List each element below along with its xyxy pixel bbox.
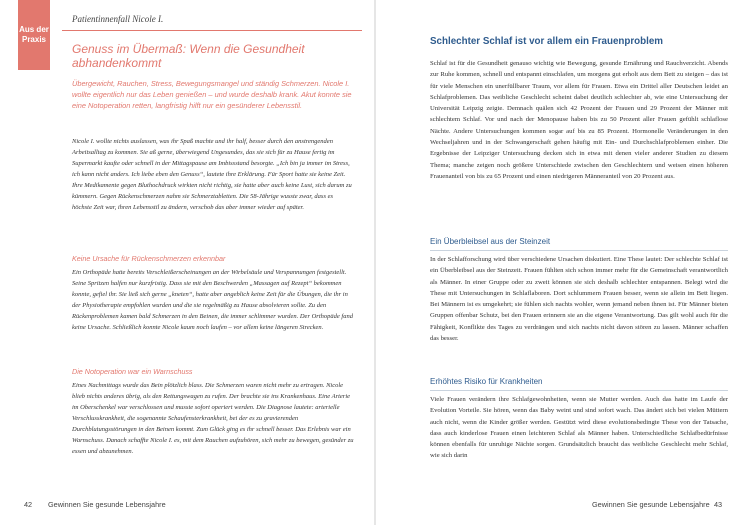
right-headline: Schlechter Schlaf ist vor allem ein Frauenproblem [430,36,664,47]
left-page-number: 42 [24,500,33,509]
left-headline: Genuss im Übermaß: Wenn die Gesundheit abhandenkommt [72,42,305,70]
left-subheading-2: Die Notoperation war ein Warnschuss [72,367,193,376]
right-paragraph-2: In der Schlafforschung wird über verschiedene Ursachen diskutiert. Eine These lautet: Der schlechte Schlaf ist ein Überbleibsel aus der Steinzeit. Frauen fühlten sich schon immer mehr für die Gemeinschaft verantwortlich als Männer. In einer Gruppe oder zu zweit können sie sich deshalb schlechter entspannen. Belegt wird die These mit Untersuchungen in Schlaflaboren. Dort schlummern Frauen besser, wenn sie allein im Bett liegen. Bei Männern ist es umgekehrt; sie fühlen sich nachts wohler, wenn jemand neben ihnen ist. Für Männer bieten Gruppen offenbar Schutz, bei den Frauen erinnern sie an die eigene Verantwortung. Das gilt wohl auch für die Fähigkeit, Konflikte des Tages zu verdrängen und sich nachts nicht davon stören zu lassen. Männer schaffen das besser. [430,256,728,343]
aus-der-praxis-tag: Aus der Praxis [18,0,50,70]
left-subheading-1: Keine Ursache für Rückenschmerzen erkennbar [72,254,226,263]
right-subheading-2: Erhöhtes Risiko für Krankheiten [430,377,543,386]
right-paragraph-1: Schlaf ist für die Gesundheit genauso wichtig wie Bewegung, gesunde Ernährung und Rauchverzicht. Abends zur Ruhe kommen, schnell und entspannt einschlafen, um morgens gut erholt aus dem Bett zu steigen – das ist für viele Menschen ein unerfüllbarer Traum, vor allem für Frauen. Etwa ein Drittel aller Deutschen leidet an Schlafproblemen. Das weibliche Geschlecht scheint dabei deutlich schlechter ab, wie eine Untersuchung der Universität Leipzig zeigte. Demnach quälen sich 42 Prozent der Frauen und 29 Prozent der Männer mit schlechtem Schlaf. Vor und nach der Menopause haben bis zu 50 Prozent aller Frauen gefühlt schlaflose Nächte. Andere Untersuchungen kommen sogar auf bis zu 85 Prozent. Hormonelle Veränderungen in den Wechseljahren und in der Schwangerschaft gehen häufig mit Ein- und Durchschlafproblemen einher. Die Ergebnisse der Leipziger Untersuchung decken sich in etwa mit denen vieler anderer Studien zu diesem Thema; manche zeigen noch größere Unterschiede zwischen den Geschlechtern und weisen einen höheren Frauenanteil von bis zu 65 Prozent und einen niedrigeren Männeranteil von 20 Prozent aus. [430,60,728,180]
book-spine [374,0,376,525]
right-footer-title: Gewinnen Sie gesunde Lebensjahre [592,500,710,509]
right-paragraph-3: Viele Frauen verändern ihre Schlafgewohnheiten, wenn sie Mutter werden. Auch das hatte im Laufe der Evolution Vorteile. Sie hören, wenn das Baby weint und sind sofort wach. Das ändert sich bei vielen Müttern auch nicht, wenn die Kinder größer werden. Gestützt wird diese evolutionsbedingte These von der Tatsache, dass auch kinderlose Frauen einen leichteren Schlaf als Männer haben. Unterschiedliche Schlafbedürfnisse können ebenfalls für unruhige Nächte sorgen. Grundsätzlich braucht das weibliche Geschlecht mehr Schlaf, wie sich darin [430,396,728,460]
right-page-number: 43 [714,500,723,509]
right-subheading-rule-2 [430,390,728,391]
left-footer-title: Gewinnen Sie gesunde Lebensjahre [48,500,166,509]
left-paragraph-1: Nicole I. wollte nichts auslassen, was ihr Spaß machte und ihr half, besser durch den anstrengenden Arbeitsalltag zu kommen. Sie aß gerne, überwiegend Ungesundes, das sie sich für zu Hause fertig im Supermarkt kaufte oder schnell in der Mittagspause am Imbissstand besorgte. „Ich bin ja immer im Stress, ich kann nicht anders. Ich liebe eben den Genuss“, lautete ihre Erklärung. Für Sport hatte sie keine Zeit. Ihre Medikamente gegen Bluthochdruck wirkten nicht richtig, sie hatte aber auch keine Lust, sich darum zu kümmern. Gegen Rückenschmerzen nahm sie Schmerztabletten. Die 58-Jährige wusste zwar, dass es höchste Zeit war, ihren Lebensstil zu ändern, verschob das aber immer wieder auf später. [72,138,352,211]
left-paragraph-2: Ein Orthopäde hatte bereits Verschleißerscheinungen an der Wirbelsäule und Verspannungen festgestellt. Seine Spritzen halfen nur kurzfristig. Dass sie mit den Beschwerden „Massagen auf Rezept“ bekommen konnte, gefiel ihr. Sie ließ sich gerne „kneten“, hatte aber angeblich keine Zeit für die Übungen, die ihr in der Physiotherapie empfohlen wurden und die sie regelmäßig zu Hause absolvieren sollte. Zu den Rückenproblemen kamen bald Schmerzen in den Beinen, die immer schlimmer wurden. Der Orthopäde fand keine Ursache. Schließlich konnte Nicole kaum noch laufen – vor allem keine längeren Strecken. [72,269,353,331]
left-lead-paragraph: Übergewicht, Rauchen, Stress, Bewegungsmangel und ständig Schmerzen. Nicole I. wollte eigentlich nur das Leben genießen – und wurde deshalb krank. Akut konnte sie eine Notoperation retten, langfristig hilft nur ein gesünderer Lebensstil. [72,79,352,110]
left-paragraph-3: Eines Nachmittags wurde das Bein plötzlich blass. Die Schmerzen waren nicht mehr zu ertragen. Nicole blieb nichts anderes übrig, als den Rettungswagen zu rufen. Der brachte sie ins Krankenhaus. Eine Arterie im Oberschenkel war verschlossen und musste sofort operiert werden. Die Diagnose lautete: arterielle Verschlusskrankheit, die sogenannte Schaufensterkrankheit, bei der es zu gravierenden Durchblutungsstörungen in den Beinen kommt. Zum Glück ging es ihr schnell besser. Das Erlebnis war ein Warnschuss. Danach schaffte Nicole I. es, mit dem Rauchen aufzuhören, sich mehr zu bewegen, gesünder zu essen und abzunehmen. [72,382,354,455]
right-subheading-rule-1 [430,250,728,251]
right-subheading-1: Ein Überbleibsel aus der Steinzeit [430,237,551,246]
case-title: Patientinnenfall Nicole I. [72,14,164,24]
